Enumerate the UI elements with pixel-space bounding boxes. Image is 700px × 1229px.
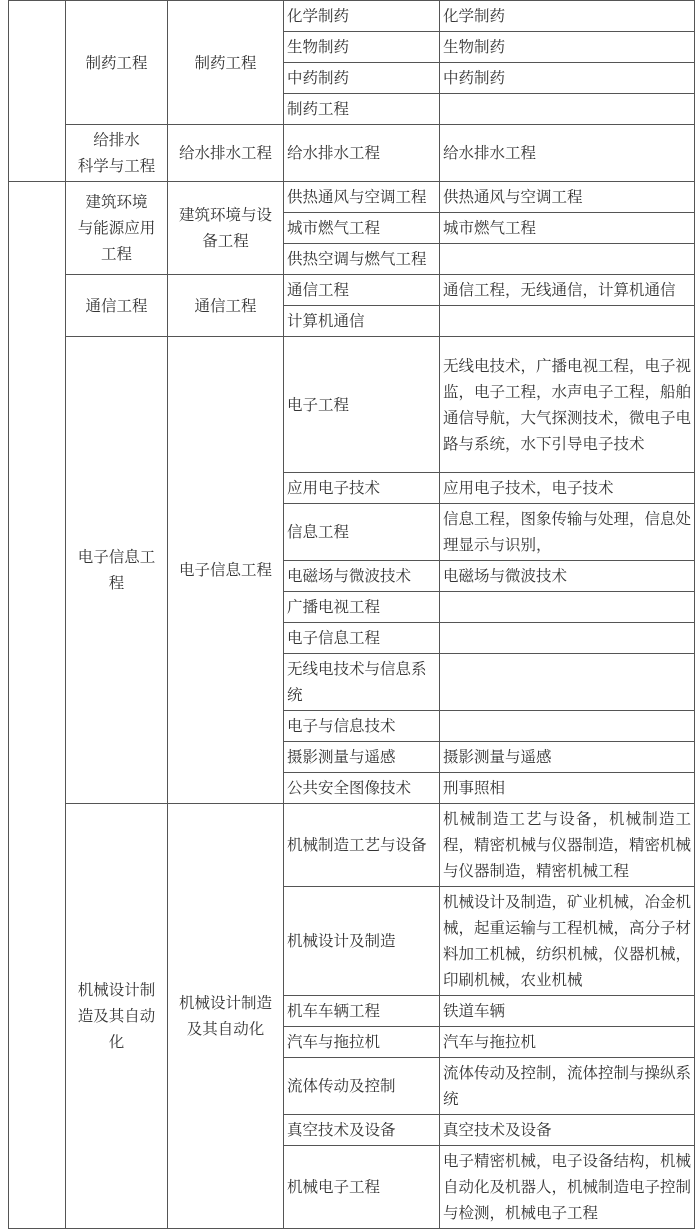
major-name-cell: 汽车与拖拉机	[284, 1027, 440, 1058]
original-major-cell	[440, 94, 695, 125]
new-major-cell: 建筑环境 与能源应用 工程	[66, 182, 168, 275]
major-name-cell: 电子信息工程	[284, 623, 440, 654]
old-major-cell: 通信工程	[168, 275, 284, 337]
category-cell	[9, 182, 66, 1229]
original-major-cell: 通信工程，无线通信，计算机通信	[440, 275, 695, 306]
original-major-cell: 无线电技术，广播电视工程，电子视监，电子工程，水声电子工程，船舶通信导航，大气探测技术，微电子电路与系统，水下引导电子技术	[440, 337, 695, 473]
major-name-cell: 真空技术及设备	[284, 1115, 440, 1146]
major-name-cell: 城市燃气工程	[284, 213, 440, 244]
old-major-cell: 电子信息工程	[168, 337, 284, 804]
major-name-cell: 电子与信息技术	[284, 711, 440, 742]
major-name-cell: 制药工程	[284, 94, 440, 125]
new-major-cell: 通信工程	[66, 275, 168, 337]
major-name-cell: 生物制药	[284, 32, 440, 63]
new-major-cell: 给排水 科学与工程	[66, 125, 168, 182]
table-row	[9, 125, 695, 182]
original-major-cell: 化学制药	[440, 1, 695, 32]
major-name-cell: 化学制药	[284, 1, 440, 32]
original-major-cell: 供热通风与空调工程	[440, 182, 695, 213]
original-major-cell: 真空技术及设备	[440, 1115, 695, 1146]
old-major-cell: 给水排水工程	[168, 125, 284, 182]
major-name-cell: 无线电技术与信息系统	[284, 654, 440, 711]
major-name-cell: 给水排水工程	[284, 125, 440, 182]
table-row	[9, 337, 695, 473]
new-major-cell: 电子信息工 程	[66, 337, 168, 804]
major-name-cell: 应用电子技术	[284, 473, 440, 504]
major-name-cell: 流体传动及控制	[284, 1058, 440, 1115]
major-name-cell: 计算机通信	[284, 306, 440, 337]
original-major-cell: 摄影测量与遥感	[440, 742, 695, 773]
old-major-cell: 制药工程	[168, 1, 284, 125]
major-name-cell: 机车车辆工程	[284, 996, 440, 1027]
major-name-cell: 机械制造工艺与设备	[284, 804, 440, 887]
old-major-cell: 机械设计制造 及其自动化	[168, 804, 284, 1229]
table-row	[9, 275, 695, 306]
new-major-cell: 制药工程	[66, 1, 168, 125]
original-major-cell	[440, 244, 695, 275]
original-major-cell: 铁道车辆	[440, 996, 695, 1027]
major-name-cell: 广播电视工程	[284, 592, 440, 623]
major-name-cell: 通信工程	[284, 275, 440, 306]
original-major-cell: 应用电子技术，电子技术	[440, 473, 695, 504]
original-major-cell: 生物制药	[440, 32, 695, 63]
original-major-cell: 机械设计及制造，矿业机械，冶金机械，起重运输与工程机械，高分子材料加工机械，纺织机械，仪器机械，印刷机械，农业机械	[440, 887, 695, 996]
original-major-cell: 流体传动及控制，流体控制与操纵系统	[440, 1058, 695, 1115]
original-major-cell: 中药制药	[440, 63, 695, 94]
original-major-cell: 信息工程，图象传输与处理，信息处理显示与识别，	[440, 504, 695, 561]
original-major-cell: 电磁场与微波技术	[440, 561, 695, 592]
major-name-cell: 电磁场与微波技术	[284, 561, 440, 592]
original-major-cell: 机械制造工艺与设备，机械制造工程，精密机械与仪器制造，精密机械与仪器制造，精密机械工程	[440, 804, 695, 887]
original-major-cell	[440, 306, 695, 337]
major-name-cell: 电子工程	[284, 337, 440, 473]
major-catalog-table	[8, 0, 695, 1229]
original-major-cell: 城市燃气工程	[440, 213, 695, 244]
major-name-cell: 信息工程	[284, 504, 440, 561]
major-name-cell: 机械设计及制造	[284, 887, 440, 996]
major-name-cell: 中药制药	[284, 63, 440, 94]
new-major-cell: 机械设计制 造及其自动 化	[66, 804, 168, 1229]
original-major-cell	[440, 592, 695, 623]
major-name-cell: 供热通风与空调工程	[284, 182, 440, 213]
original-major-cell: 电子精密机械，电子设备结构，机械自动化及机器人，机械制造电子控制与检测，机械电子工程	[440, 1146, 695, 1229]
category-cell	[9, 1, 66, 182]
major-name-cell: 机械电子工程	[284, 1146, 440, 1229]
original-major-cell: 给水排水工程	[440, 125, 695, 182]
original-major-cell	[440, 623, 695, 654]
table-row	[9, 804, 695, 887]
original-major-cell: 汽车与拖拉机	[440, 1027, 695, 1058]
original-major-cell	[440, 711, 695, 742]
major-name-cell: 公共安全图像技术	[284, 773, 440, 804]
major-name-cell: 供热空调与燃气工程	[284, 244, 440, 275]
major-name-cell: 摄影测量与遥感	[284, 742, 440, 773]
old-major-cell: 建筑环境与设 备工程	[168, 182, 284, 275]
table-row	[9, 1, 695, 32]
table-row	[9, 182, 695, 213]
original-major-cell	[440, 654, 695, 711]
original-major-cell: 刑事照相	[440, 773, 695, 804]
